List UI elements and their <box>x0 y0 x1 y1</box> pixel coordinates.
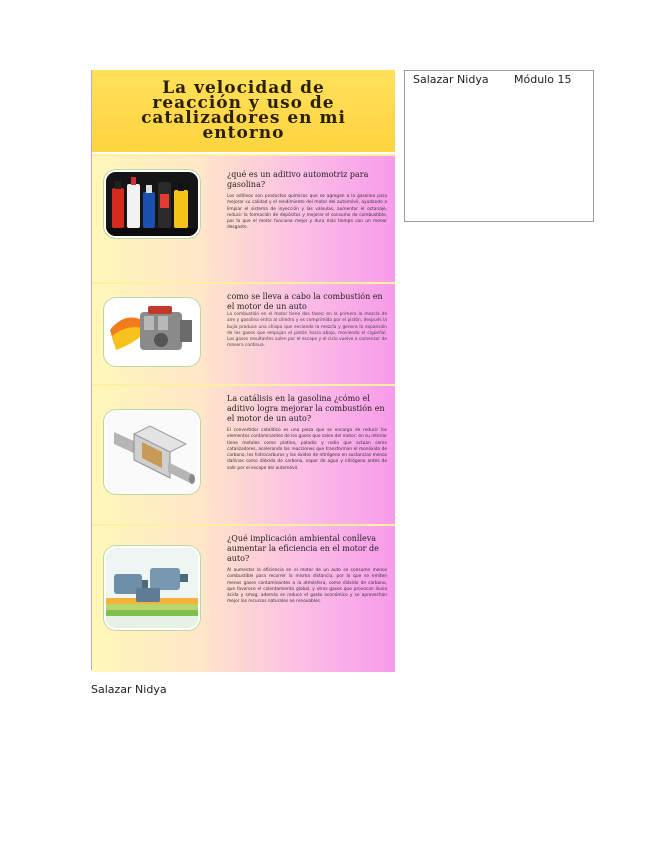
electric-motors-image <box>104 546 200 630</box>
section-catalysis <box>92 384 395 524</box>
section-title: ¿qué es un aditivo automotriz para gasolina? <box>227 170 369 189</box>
electric-motors-icon <box>106 548 198 628</box>
student-name: Salazar Nidya <box>413 73 489 86</box>
poster-title: La velocidad de reacción y uso de catalizadores en mi entorno <box>141 78 346 143</box>
poster-banner <box>92 70 395 152</box>
catalytic-converter-icon <box>106 412 198 492</box>
section-additive <box>92 154 395 282</box>
section-title: La catálisis en la gasolina ¿cómo el aditivo logra mejorar la combustión en el motor de un auto? <box>227 394 385 423</box>
infographic-poster <box>91 70 395 670</box>
additive-bottles-icon <box>106 172 198 236</box>
section-title: como se lleva a cabo la combustión en el motor de un auto <box>227 292 383 311</box>
section-body: Los aditivos son productos químicos que se agregan a la gasolina para mejorar su calidad y el rendimiento del motor del automóvil, ayudando a limpiar el sistema de inyección y las válvulas, aumentar el octanaje, reducir la formación de depósitos y mejorar el consumo de combustible, por lo que el motor funciona mejor y dura más tiempo con un menor desgaste. <box>227 194 387 231</box>
header-box <box>404 70 594 222</box>
module-label: Módulo 15 <box>514 73 572 86</box>
section-title: ¿Qué implicación ambiental conlleva aumentar la eficiencia en el motor de auto? <box>227 534 379 563</box>
catalytic-converter-image <box>104 410 200 494</box>
section-body: El convertidor catalítico es una pieza que se encarga de reducir los elementos contaminantes de los gases que salen del motor; en su interior tiene metales como platino, paladio y rodio que actúan como catalizadores, acelerando las reacciones que transforman el monóxido de carbono, los hidrocarburos y los óxidos de nitrógeno en sustancias menos dañinas como dióxido de carbono, vapor de agua y nitrógeno antes de salir por el escape del automóvil. <box>227 428 387 471</box>
section-body: La combustión en el motor tiene dos fases; en la primera la mezcla de aire y gasolina entra al cilindro y es comprimida por el pistón, después la bujía produce una chispa que enciende la mezcla y genera la expansión de los gases que empujan el pistón hacia abajo, moviendo el cigüeñal. Los gases resultantes salen por el escape y el ciclo vuelve a comenzar de manera continua. <box>227 312 387 349</box>
engine-cutaway-icon <box>106 300 198 364</box>
section-environment <box>92 524 395 672</box>
section-combustion <box>92 282 395 384</box>
footer-student-name: Salazar Nidya <box>91 683 167 696</box>
engine-image <box>104 298 200 366</box>
additive-bottles-image <box>104 170 200 238</box>
section-body: Al aumentar la eficiencia en el motor de un auto se consume menos combustible para recorrer la misma distancia, por lo que se emiten menos gases contaminantes a la atmósfera, como dióxido de carbono, que favorece el calentamiento global, y otros gases que provocan lluvia ácida y smog; además se reduce el gasto económico y se aprovechan mejor los recursos naturales no renovables. <box>227 568 387 605</box>
